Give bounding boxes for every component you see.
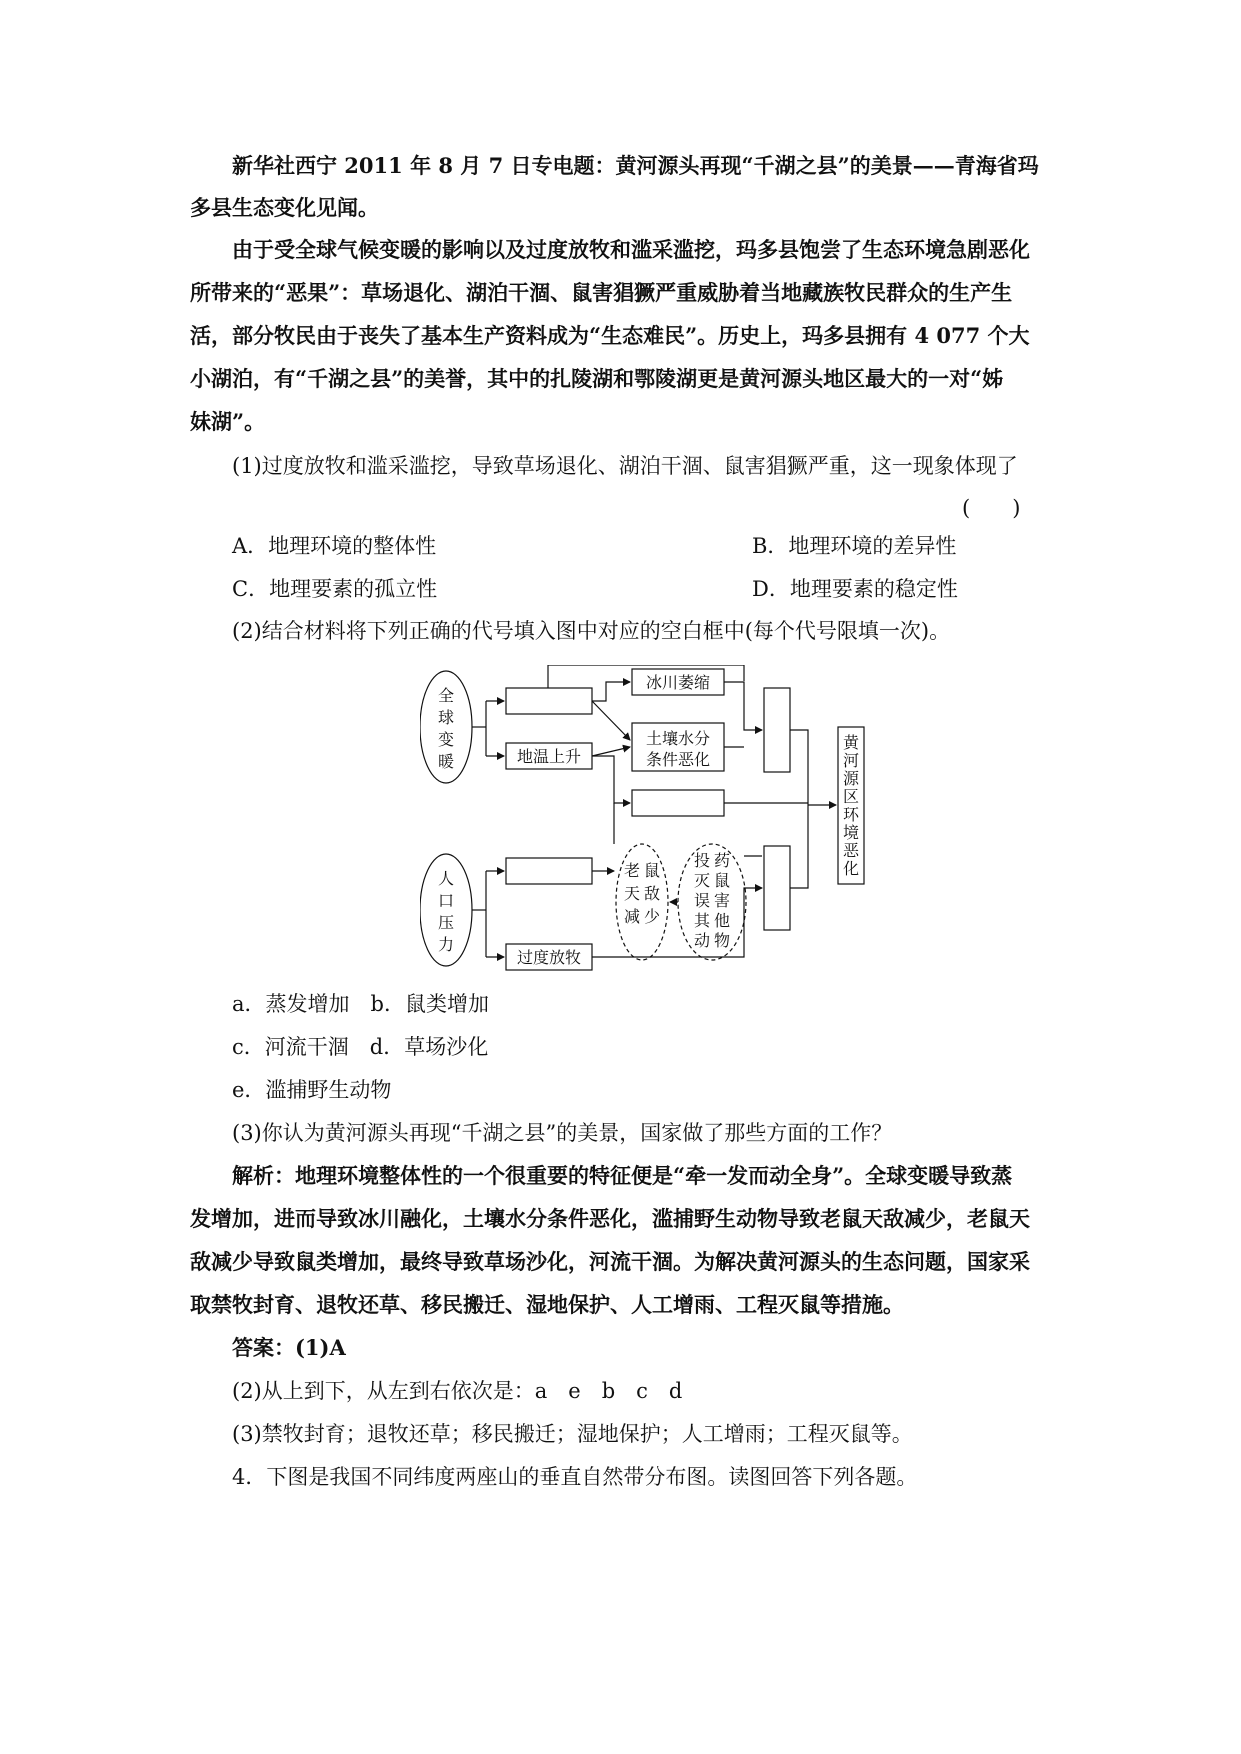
analysis-line (232, 1160, 1012, 1190)
passage-line: 新华社西宁 2011 年 8 月 7 日专电题：黄河源头再现“千湖之县”的美景——青海省玛 (232, 153, 1039, 178)
blank-box-1 (506, 688, 592, 714)
passage-line: 小湖泊，有“千湖之县”的美誉，其中的扎陵湖和鄂陵湖更是黄河源头地区最大的一对“姊 (190, 366, 1004, 391)
result-char: 环 (842, 805, 860, 824)
blank-box-4 (764, 688, 790, 772)
question-3-stem: (3)你认为黄河源头再现“千湖之县”的美景，国家做了那些方面的工作？ (232, 1121, 893, 1145)
population-char: 力 (437, 935, 455, 954)
option-c: C．地理要素的孤立性 (232, 577, 438, 601)
question-1-stem: (1)过度放牧和滥采滥挖，导致草场退化、湖泊干涸、鼠害猖獗严重，这一现象体现了 (232, 454, 1018, 478)
poison-char: 其 (693, 911, 711, 930)
passage-line: 由于受全球气候变暖的影响以及过度放牧和滥采滥挖，玛多县饱尝了生态环境急剧恶化 (232, 237, 1030, 262)
predator-char: 鼠 (643, 861, 661, 880)
passage-line: 所带来的“恶果”：草场退化、湖泊干涸、鼠害猖獗严重威胁着当地藏族牧民群众的生产生 (190, 280, 1013, 305)
population-char: 口 (437, 891, 455, 910)
result-char: 区 (842, 787, 860, 806)
choice-line: a．蒸发增加 b．鼠类增加 (232, 992, 489, 1016)
predator-char: 少 (643, 907, 661, 926)
population-char: 人 (437, 869, 455, 888)
choice-line: e．滥捕野生动物 (232, 1078, 392, 1102)
answer-bracket: ( ) (962, 496, 1021, 520)
answer-3: (3)禁牧封育；退牧还草；移民搬迁；湿地保护；人工增雨；工程灭鼠等。 (232, 1422, 913, 1446)
poison-char: 药 (713, 851, 731, 870)
soil-label-line2: 条件恶化 (645, 750, 711, 769)
result-char: 黄 (842, 733, 860, 752)
predator-char: 天 (623, 884, 641, 903)
poison-char: 鼠 (713, 871, 731, 890)
poison-oval (678, 844, 746, 960)
result-char: 源 (842, 769, 860, 788)
option-d: D．地理要素的稳定性 (752, 577, 958, 601)
result-char: 境 (842, 823, 860, 842)
choice-line: c．河流干涸 d．草场沙化 (232, 1035, 489, 1059)
result-char: 化 (842, 859, 860, 878)
analysis-text: 地理环境整体性的一个很重要的特征便是“牵一发而动全身”。全球变暖导致蒸 (295, 1163, 1013, 1188)
answer-line (232, 1332, 346, 1362)
passage-line: 多县生态变化见闻。 (190, 195, 379, 220)
option-b: B．地理环境的差异性 (752, 534, 957, 558)
analysis-line: 敌减少导致鼠类增加，最终导致草场沙化，河流干涸。为解决黄河源头的生态问题，国家采 (190, 1249, 1030, 1274)
blank-box-2 (632, 790, 724, 816)
global-warming-char: 暖 (437, 752, 455, 771)
passage-line: 活，部分牧民由于丧失了基本生产资料成为“生态难民”。历史上，玛多县拥有 4 077 个大 (190, 323, 1030, 348)
result-char: 河 (842, 751, 860, 770)
poison-char: 投 (693, 851, 711, 870)
question-2-stem: (2)结合材料将下列正确的代号填入图中对应的空白框中(每个代号限填一次)。 (232, 619, 951, 643)
answer-2: (2)从上到下，从左到右依次是：a e b c d (232, 1379, 683, 1403)
analysis-line: 发增加，进而导致冰川融化，土壤水分条件恶化，滥捕野生动物导致老鼠天敌减少，老鼠天 (190, 1206, 1030, 1231)
passage-line: 妹湖”。 (190, 409, 266, 434)
poison-char: 动 (693, 931, 711, 950)
analysis-line: 取禁牧封育、退牧还草、移民搬迁、湿地保护、人工增雨、工程灭鼠等措施。 (190, 1292, 904, 1317)
poison-char: 物 (713, 931, 731, 950)
predator-char: 敌 (643, 884, 661, 903)
blank-box-5 (764, 846, 790, 930)
blank-box-3 (506, 858, 592, 884)
analysis-label: 解析： (232, 1163, 295, 1188)
global-warming-char: 变 (437, 730, 455, 749)
global-warming-char: 球 (437, 708, 455, 727)
answer-label: 答案： (232, 1335, 295, 1360)
population-char: 压 (437, 913, 455, 932)
poison-char: 害 (713, 891, 731, 910)
flow-diagram (420, 665, 880, 975)
poison-char: 他 (713, 911, 731, 930)
poison-char: 误 (693, 891, 711, 910)
option-a: A．地理环境的整体性 (232, 534, 437, 558)
overgrazing-label: 过度放牧 (516, 948, 582, 967)
predator-char: 老 (623, 861, 641, 880)
question-4-stem: 4．下图是我国不同纬度两座山的垂直自然带分布图。读图回答下列各题。 (232, 1465, 918, 1489)
predator-char: 减 (623, 907, 641, 926)
result-char: 恶 (842, 841, 860, 860)
global-warming-char: 全 (437, 686, 455, 705)
glacier-label: 冰川萎缩 (645, 673, 711, 692)
ground-temp-label: 地温上升 (516, 747, 582, 766)
poison-char: 灭 (693, 871, 711, 890)
answer-1: (1)A (295, 1335, 346, 1360)
soil-label-line1: 土壤水分 (645, 729, 711, 748)
